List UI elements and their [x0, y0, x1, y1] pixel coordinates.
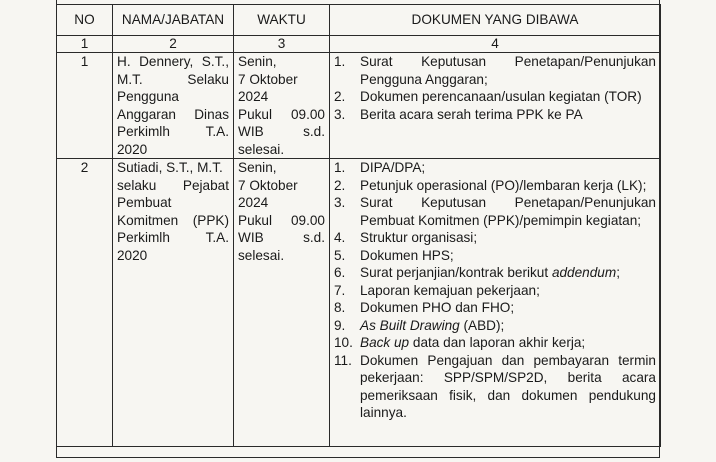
- word: selesai.: [238, 141, 285, 157]
- table-row: [57, 159, 661, 447]
- item-text: [360, 106, 656, 124]
- item-line: [360, 247, 656, 265]
- dokumen-cell: [330, 53, 661, 159]
- list-item: [334, 264, 656, 282]
- word: pemeriksaan: [360, 387, 438, 403]
- word: Dokumen HPS;: [360, 247, 454, 263]
- word: Pengguna Anggaran;: [360, 71, 488, 87]
- list-item: [334, 229, 656, 247]
- item-number: 6.: [334, 265, 346, 280]
- document-table: [56, 4, 661, 447]
- item-text: [360, 299, 656, 317]
- waktu-line: [238, 106, 325, 124]
- waktu-line: [238, 71, 325, 106]
- word: Perkimlh: [117, 230, 170, 245]
- header-waktu: WAKTU: [234, 5, 330, 36]
- word: Berita acara serah terima PPK ke PA: [360, 106, 583, 122]
- word: Keputusan: [421, 54, 487, 69]
- word: Keputusan: [421, 195, 487, 210]
- word: Dinas: [194, 106, 229, 122]
- waktu-line: [238, 229, 325, 247]
- item-line: [360, 53, 656, 71]
- item-number: 10.: [334, 335, 353, 350]
- item-line: [360, 71, 656, 89]
- nama-line: [117, 194, 229, 212]
- word: Pukul: [238, 106, 273, 122]
- waktu-line: [238, 247, 325, 265]
- word: s.d.: [303, 124, 325, 139]
- item-line: [360, 299, 656, 317]
- italic-term: addendum: [551, 265, 617, 280]
- column-index: 1: [57, 36, 113, 53]
- item-text: [360, 177, 656, 195]
- item-text: As Built Drawing (ABD);: [360, 317, 505, 333]
- word: Anggaran: [117, 106, 176, 122]
- word: dokumen: [521, 387, 578, 403]
- word: SPP/SPM/SP2D,: [443, 370, 548, 385]
- item-line: [360, 282, 656, 300]
- word: Petunjuk operasional (PO)/lembaran kerja (LK);: [360, 177, 647, 193]
- list-item: [334, 282, 656, 300]
- list-item: [334, 159, 656, 177]
- word: berita: [567, 370, 602, 385]
- word: Pembuat Komitmen (PPK)/pemimpin kegiatan;: [360, 212, 642, 228]
- word: dan: [487, 387, 511, 403]
- word: selesai.: [238, 247, 285, 263]
- item-number: 8.: [334, 300, 346, 315]
- item-text: [360, 159, 656, 177]
- table-row: [57, 53, 661, 159]
- item-number: 1.: [334, 160, 346, 175]
- column-index: 4: [330, 36, 661, 53]
- list-item: [334, 194, 656, 229]
- nama-line: [117, 71, 229, 89]
- waktu-line: [238, 212, 325, 230]
- item-number: 2.: [334, 177, 346, 193]
- word: Sutiadi, S.T., M.T.: [117, 160, 223, 175]
- word: DIPA/DPA;: [360, 160, 426, 175]
- word: Selaku: [187, 71, 229, 87]
- word: fisik,: [449, 387, 477, 403]
- item-text: [360, 53, 656, 88]
- list-item: [334, 177, 656, 195]
- item-text: [360, 282, 656, 300]
- nama-line: [117, 106, 229, 124]
- word: Pukul: [238, 212, 273, 228]
- word: termin: [618, 352, 656, 368]
- word: Penetapan/Penunjukan: [514, 195, 656, 210]
- item-number: 7.: [334, 282, 346, 298]
- waktu-cell: [234, 53, 330, 159]
- nama-line: [117, 229, 229, 247]
- dokumen-cell: [330, 159, 661, 447]
- word: Senin,: [238, 54, 277, 69]
- list-item: [334, 106, 656, 124]
- nama-line: [117, 212, 229, 230]
- list-item: [334, 247, 656, 265]
- word: Surat: [360, 54, 393, 69]
- item-number: 5.: [334, 247, 346, 263]
- item-text: Surat perjanjian/kontrak berikut addendum;: [360, 265, 620, 280]
- item-line: [360, 106, 656, 124]
- item-line: [360, 177, 656, 195]
- word: Pejabat: [182, 177, 229, 193]
- column-index: 3: [234, 36, 330, 53]
- item-line: [360, 352, 656, 370]
- waktu-line: [238, 177, 325, 212]
- word: Dokumen: [360, 352, 419, 368]
- word: WIB: [238, 124, 264, 139]
- word: 7 Oktober 2024: [238, 71, 298, 104]
- item-text: [360, 194, 656, 229]
- word: 7 Oktober 2024: [238, 177, 298, 210]
- document-list: [334, 53, 656, 123]
- word: M.T.: [117, 71, 143, 87]
- waktu-line: [238, 141, 325, 159]
- word: 2020: [117, 247, 148, 263]
- word: dan: [501, 352, 525, 368]
- list-item: [334, 334, 656, 352]
- list-item: [334, 299, 656, 317]
- header-dokumen: DOKUMEN YANG DIBAWA: [330, 5, 661, 36]
- list-item: [334, 88, 656, 106]
- item-line: [360, 88, 656, 106]
- nama-line: [117, 123, 229, 141]
- item-text: [360, 352, 656, 422]
- header-no: NO: [57, 5, 113, 36]
- word: Penetapan/Penunjukan: [514, 54, 656, 69]
- word: Pengajuan: [427, 352, 493, 368]
- item-number: 9.: [334, 317, 346, 333]
- header-row: [57, 5, 661, 36]
- waktu-cell: [234, 159, 330, 447]
- row-number: 1: [57, 53, 113, 159]
- item-number: 11.: [334, 352, 352, 368]
- word: pendukung: [588, 387, 656, 403]
- word: Surat: [360, 195, 393, 210]
- item-number: 2.: [334, 89, 346, 104]
- item-number: 4.: [334, 230, 346, 245]
- waktu-line: [238, 53, 325, 71]
- word: Senin,: [238, 160, 277, 175]
- word: 09.00: [290, 212, 325, 228]
- word: S.T.,: [201, 54, 229, 69]
- word: Laporan kemajuan pekerjaan;: [360, 282, 540, 298]
- word: s.d.: [303, 230, 325, 245]
- list-item: [334, 317, 656, 335]
- nama-line: [117, 88, 229, 106]
- word: Struktur organisasi;: [360, 230, 478, 245]
- item-text: Back up data dan laporan akhir kerja;: [360, 335, 586, 350]
- word: Dokumen PHO dan FHO;: [360, 300, 515, 315]
- list-item: [334, 352, 656, 422]
- word: H.: [117, 54, 131, 69]
- word: Pembuat: [117, 195, 172, 210]
- document-list: [334, 159, 656, 422]
- nama-line: [117, 141, 229, 159]
- nama-jabatan-cell: [113, 159, 234, 447]
- row-number: 2: [57, 159, 113, 447]
- item-line: [360, 369, 656, 387]
- list-item: [334, 53, 656, 88]
- word: pembayaran: [533, 352, 610, 368]
- column-index: 2: [113, 36, 234, 53]
- waktu-line: [238, 123, 325, 141]
- word: Perkimlh: [117, 124, 170, 139]
- nama-line: [117, 247, 229, 265]
- waktu-line: [238, 159, 325, 177]
- nama-jabatan-cell: [113, 53, 234, 159]
- word: acara: [621, 370, 656, 385]
- word: WIB: [238, 230, 264, 245]
- item-text: [360, 247, 656, 265]
- item-line: [360, 159, 656, 177]
- word: T.A.: [205, 230, 229, 245]
- item-line: [360, 404, 656, 422]
- word: 09.00: [290, 106, 325, 122]
- word: Dennery,: [139, 54, 194, 69]
- item-number: 1.: [334, 54, 346, 69]
- nama-line: [117, 177, 229, 195]
- italic-term: Back up: [360, 335, 410, 350]
- item-line: [360, 212, 656, 230]
- word: T.A.: [205, 124, 229, 139]
- word: 2020: [117, 141, 148, 157]
- item-line: [360, 229, 656, 247]
- column-index-row: [57, 36, 661, 53]
- item-text: [360, 88, 656, 106]
- header-nama-jabatan: NAMA/JABATAN: [113, 5, 234, 36]
- word: pekerjaan:: [360, 370, 424, 385]
- item-number: 3.: [334, 106, 346, 122]
- word: selaku: [117, 177, 157, 193]
- italic-term: As Built Drawing: [360, 317, 460, 333]
- word: Pengguna: [117, 89, 179, 104]
- item-text: [360, 229, 656, 247]
- nama-line: [117, 53, 229, 71]
- item-line: [360, 194, 656, 212]
- word: lainnya.: [360, 405, 407, 420]
- word: Dokumen perencanaan/usulan kegiatan (TOR): [360, 89, 642, 104]
- item-line: [360, 387, 656, 405]
- word: (PPK): [192, 212, 229, 228]
- item-number: 3.: [334, 195, 346, 210]
- word: Komitmen: [117, 212, 179, 228]
- nama-line: [117, 159, 229, 177]
